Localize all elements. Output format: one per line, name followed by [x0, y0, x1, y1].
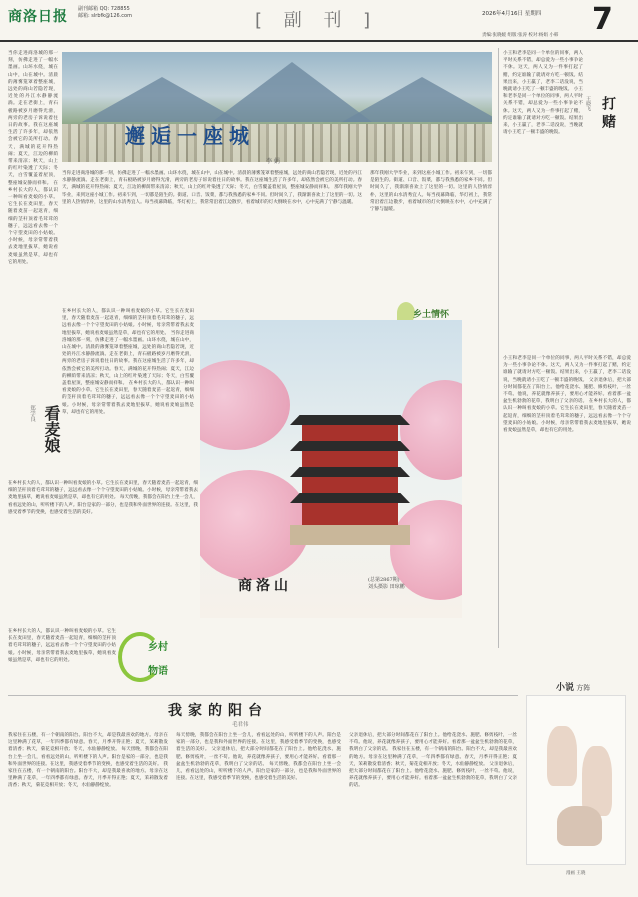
- article-title: 我家的阳台: [168, 703, 268, 719]
- building-base: [290, 525, 410, 545]
- paragraph: 当你走进商洛城的那一刻，仿佛走进了一幅水墨画。山环水绕，城在山中，山在城中。清晨的薄雾笼罩着整座城，远处的商山若隐若现，近处的丹江水静静流淌。走在老街上，青石板路被岁月磨得光滑，两旁的老房子诉说着往日的故事。我在这座城生活了许多年，却依然会被它的美所打动。春天，满城的花开得热闹；夏天，江边的柳荫带来清凉；秋天，山上的红叶染透了天际；冬天，白雪覆盖着屋顶，整座城安静而祥和。: [62, 171, 362, 191]
- paragraph: 我家住在五楼，有一个朝南的阳台。阳台不大，却是我最喜欢的地方。母亲在这里种满了花草，一年四季都有绿意。春天，月季开得正艳；夏天，茉莉散发着清香；秋天，菊花竞相开放；冬天，水仙静静绽放。: [349, 747, 517, 767]
- paragraph: 在乡村长大的人，都认识一种叫看麦娘的小草。它生长在麦田里，春天随着麦苗一起返青，细细的茎秆顶着毛茸茸的穗子，远远看去像一个个守望麦田的小姑娘。小时候，母亲常带着我去麦地里拔草，她说看麦娘虽然是草，却也有它的用处。: [62, 309, 194, 336]
- roof: [290, 441, 410, 451]
- contact-info: [78, 6, 132, 20]
- paragraph: 父亲退休后，把大部分时间都花在了阳台上。他给花浇水、施肥、修剪枝叶，一丝不苟。他说，养花就像养孩子，要用心才能养好。看着那一盆盆生机勃勃的花草，我明白了父亲的话。: [176, 747, 341, 767]
- contact-line: 副刊邮箱 QQ: 728855: [78, 6, 130, 12]
- floor: [302, 503, 398, 525]
- paragraph: 父亲退休后，把大部分时间都花在了阳台上。他给花浇水、施肥、修剪枝叶，一丝不苟。他说，养花就像养孩子，要用心才能养好。看着那一盆盆生机勃勃的花草，我明白了父亲的话。: [503, 377, 631, 405]
- editor-credits: 责编:张晓媛 组版:张涛 校对:杨娟 小韩: [482, 33, 559, 38]
- article-body: [176, 732, 341, 892]
- article-body: [349, 732, 517, 892]
- article-body: [8, 732, 168, 892]
- article-author: 郑学良: [29, 405, 35, 422]
- cartoon-illustration: [526, 695, 626, 865]
- paragraph: 每天傍晚，我都会在阳台上坐一会儿，看看远处的山，听听楼下的人声。阳台是家的一部分，也是我和外面世界的连接。在这里，我感受着季节的变换，也感受着生活的美好。: [8, 747, 168, 767]
- floor: [302, 477, 398, 493]
- roof: [290, 493, 410, 503]
- paragraph: 每天傍晚，我都会在阳台上坐一会儿，看看远处的山，听听楼下的人声。阳台是家的一部分，也是我和外面世界的连接。在这里，我感受着季节的变换，也感受着生活的美好。: [176, 761, 341, 782]
- column-sublabel: 方阵: [576, 684, 591, 692]
- floor: [302, 425, 398, 441]
- article-author: 毛君伟: [232, 722, 249, 728]
- cartoon-figure: [547, 726, 577, 786]
- article-body: [8, 628, 116, 690]
- painting-caption: [368, 577, 405, 591]
- newspaper-logo: 商洛日报: [8, 9, 68, 25]
- article-author: 李 娟: [266, 158, 280, 165]
- paragraph: 在乡村长大的人，都认识一种叫看麦娘的小草。它生长在麦田里，春天随着麦苗一起返青，细细的茎秆顶着毛茸茸的穗子，远远看去像一个个守望麦田的小姑娘。小时候，母亲常带着我去麦地里拔草，她说看麦娘虽然是草，却也有它的用处。: [8, 481, 198, 501]
- article-title: 打赌: [600, 96, 616, 132]
- paragraph: 我家住在五楼，有一个朝南的阳台。阳台不大，却是我最喜欢的地方。母亲在这里种满了花草，一年四季都有绿意。春天，月季开得正艳；夏天，茉莉散发着清香；秋天，菊花竞相开放；冬天，水仙静静绽放。: [8, 761, 168, 789]
- column-label: 乡村: [148, 642, 168, 653]
- paragraph: 小王和老李是同一个单位的同事，两人平时关系不错，却总爱为一些小事争论不休。这天，两人又为一件事打起了赌，约定谁输了就请对方吃一顿饭。结果出来，小王赢了，老李二话没说，当晚就请小王吃了一顿丰盛的晚饭。: [503, 87, 583, 136]
- column-logo-xiaoshuo: [556, 680, 590, 693]
- paragraph: 在乡村长大的人，都认识一种叫看麦娘的小草。它生长在麦田里，春天随着麦苗一起返青，细细的茎秆顶着毛茸茸的穗子，远远看去像一个个守望麦田的小姑娘。小时候，母亲常带着我去麦地里拔草，她说看麦娘虽然是草，却也有它的用处。: [62, 381, 194, 415]
- paragraph: 那年我刚大学毕业，来到这座小城工作。初来乍到，一切都是陌生的。街道、口音、饭菜，都与我熟悉的家乡不同。但时间久了，我渐渐喜欢上了这里的一切。这里的人热情淳朴，这里的山水清秀宜人。每当夜幕降临，华灯初上，我常常沿着江边散步，看着城市的灯火倒映在水中，心中充满了宁静与温暖。: [370, 171, 492, 213]
- article-author: 王晓飞: [585, 96, 591, 111]
- paragraph: 小王和老李是同一个单位的同事，两人平时关系不错，却总爱为一些小事争论不休。这天，两人又为一件事打起了赌，约定谁输了就请对方吃一顿饭。结果出来，小王赢了，老李二话没说，当晚就请小王吃了一顿丰盛的晚饭。: [503, 356, 631, 383]
- article-body: [370, 170, 492, 295]
- column-divider: [498, 48, 499, 648]
- article-body: [8, 50, 58, 475]
- paragraph: 小王和老李是同一个单位的同事，两人平时关系不错，却总爱为一些小事争论不休。这天，两人又为一件事打起了赌，约定谁输了就请对方吃一顿饭。结果出来，小王赢了，老李二话没说，当晚就请小王吃了一顿丰盛的晚饭。: [503, 51, 583, 93]
- paragraph: 父亲退休后，把大部分时间都花在了阳台上。他给花浇水、施肥、修剪枝叶，一丝不苟。他说，养花就像养孩子，要用心才能养好。看着那一盆盆生机勃勃的花草，我明白了父亲的话。: [349, 733, 517, 753]
- paragraph: 父亲退休后，把大部分时间都花在了阳台上。他给花浇水、施肥、修剪枝叶，一丝不苟。他说，养花就像养孩子，要用心才能养好。看着那一盆盆生机勃勃的花草，我明白了父亲的话。: [349, 761, 517, 789]
- masthead: [0, 0, 638, 42]
- paragraph: 当你走进商洛城的那一刻，仿佛走进了一幅水墨画。山环水绕，城在山中，山在城中。清晨的薄雾笼罩着整座城，远处的商山若隐若现，近处的丹江水静静流淌。走在老街上，青石板路被岁月磨得光滑，两旁的老房子诉说着往日的故事。我在这座城生活了许多年，却依然会被它的美所打动。春天，满城的花开得热闹；夏天，江边的柳荫带来清凉；秋天，山上的红叶染透了天际；冬天，白雪覆盖着屋顶，整座城安静而祥和。: [8, 51, 58, 186]
- roof: [290, 467, 410, 477]
- paragraph: 那年我刚大学毕业，来到这座小城工作。初来乍到，一切都是陌生的。街道、口音、饭菜，都与我熟悉的家乡不同。但时间久了，我渐渐喜欢上了这里的一切。这里的人热情淳朴，这里的山水清秀宜人。每当夜幕降临，华灯初上，我常常沿着江边散步，看着城市的灯火倒映在水中，心中充满了宁静与温暖。: [62, 185, 362, 205]
- paragraph: 我家住在五楼，有一个朝南的阳台。阳台不大，却是我最喜欢的地方。母亲在这里种满了花草，一年四季都有绿意。春天，月季开得正艳；夏天，茉莉散发着清香；秋天，菊花竞相开放；冬天，水仙静静绽放。: [8, 733, 168, 753]
- paragraph: 每天傍晚，我都会在阳台上坐一会儿，看看远处的山，听听楼下的人声。阳台是家的一部分，也是我和外面世界的连接。在这里，我感受着季节的变换，也感受着生活的美好。: [176, 733, 341, 753]
- column-label: 小说: [556, 683, 575, 693]
- roof: [290, 415, 410, 425]
- pavilion-building: [290, 415, 410, 545]
- article-body: [62, 170, 362, 300]
- painting-title: 商洛山: [238, 578, 292, 594]
- article-body: [503, 355, 631, 645]
- contact-line: 邮箱: slrbfk@126.com: [78, 13, 132, 19]
- paragraph: 每天傍晚，我都会在阳台上坐一会儿，看看远处的山，听听楼下的人声。阳台是家的一部分，也是我和外面世界的连接。在这里，我感受着季节的变换，也感受着生活的美好。: [8, 495, 198, 515]
- shangluo-painting: [200, 320, 462, 618]
- article-body: [8, 480, 198, 625]
- column-label: 物语: [148, 666, 168, 677]
- floor: [302, 451, 398, 467]
- article-body: [503, 50, 583, 350]
- paragraph: 在乡村长大的人，都认识一种叫看麦娘的小草。它生长在麦田里，春天随着麦苗一起返青，细细的茎秆顶着毛茸茸的穗子，远远看去像一个个守望麦田的小姑娘。小时候，母亲常带着我去麦地里拔草，她说看麦娘虽然是草，却也有它的用处。: [8, 629, 116, 663]
- article-title: 看麦娘: [42, 405, 61, 453]
- cartoon-credit: 漫画 王晓: [566, 871, 586, 876]
- blossom-tree: [200, 360, 290, 450]
- paragraph: 在乡村长大的人，都认识一种叫看麦娘的小草。它生长在麦田里，春天随着麦苗一起返青，细细的茎秆顶着毛茸茸的穗子，远远看去像一个个守望麦田的小姑娘。小时候，母亲常带着我去麦地里拔草，她说看麦娘虽然是草，却也有它的用处。: [8, 180, 58, 265]
- mountain-shape: [342, 77, 492, 122]
- article-title: 邂逅一座城: [125, 124, 255, 148]
- column-label: 乡土情怀: [413, 310, 450, 320]
- section-title: [ 副 刊 ]: [255, 10, 379, 31]
- caption-line: 刘头摄影 田琼鹏: [368, 584, 405, 590]
- paragraph: 当你走进商洛城的那一刻，仿佛走进了一幅水墨画。山环水绕，城在山中，山在城中。清晨的薄雾笼罩着整座城，远处的商山若隐若现，近处的丹江水静静流淌。走在老街上，青石板路被岁月磨得光滑，两旁的老房子诉说着往日的故事。我在这座城生活了许多年，却依然会被它的美所打动。春天，满城的花开得热闹；夏天，江边的柳荫带来清凉；秋天，山上的红叶染透了天际；冬天，白雪覆盖着屋顶，整座城安静而祥和。: [62, 330, 194, 387]
- caption-line: (总第2867期): [368, 577, 400, 583]
- paragraph: 在乡村长大的人，都认识一种叫看麦娘的小草。它生长在麦田里，春天随着麦苗一起返青，细细的茎秆顶着毛茸茸的穗子，远远看去像一个个守望麦田的小姑娘。小时候，母亲常带着我去麦地里拔草，她说看麦娘虽然是草，却也有它的用处。: [503, 399, 631, 434]
- cartoon-figure: [557, 806, 602, 846]
- issue-date: 2026年4月16日 星期四: [482, 11, 542, 17]
- column-logo-xiangcun: [118, 632, 198, 692]
- section-divider: [8, 695, 518, 696]
- page-number: 7: [592, 2, 613, 37]
